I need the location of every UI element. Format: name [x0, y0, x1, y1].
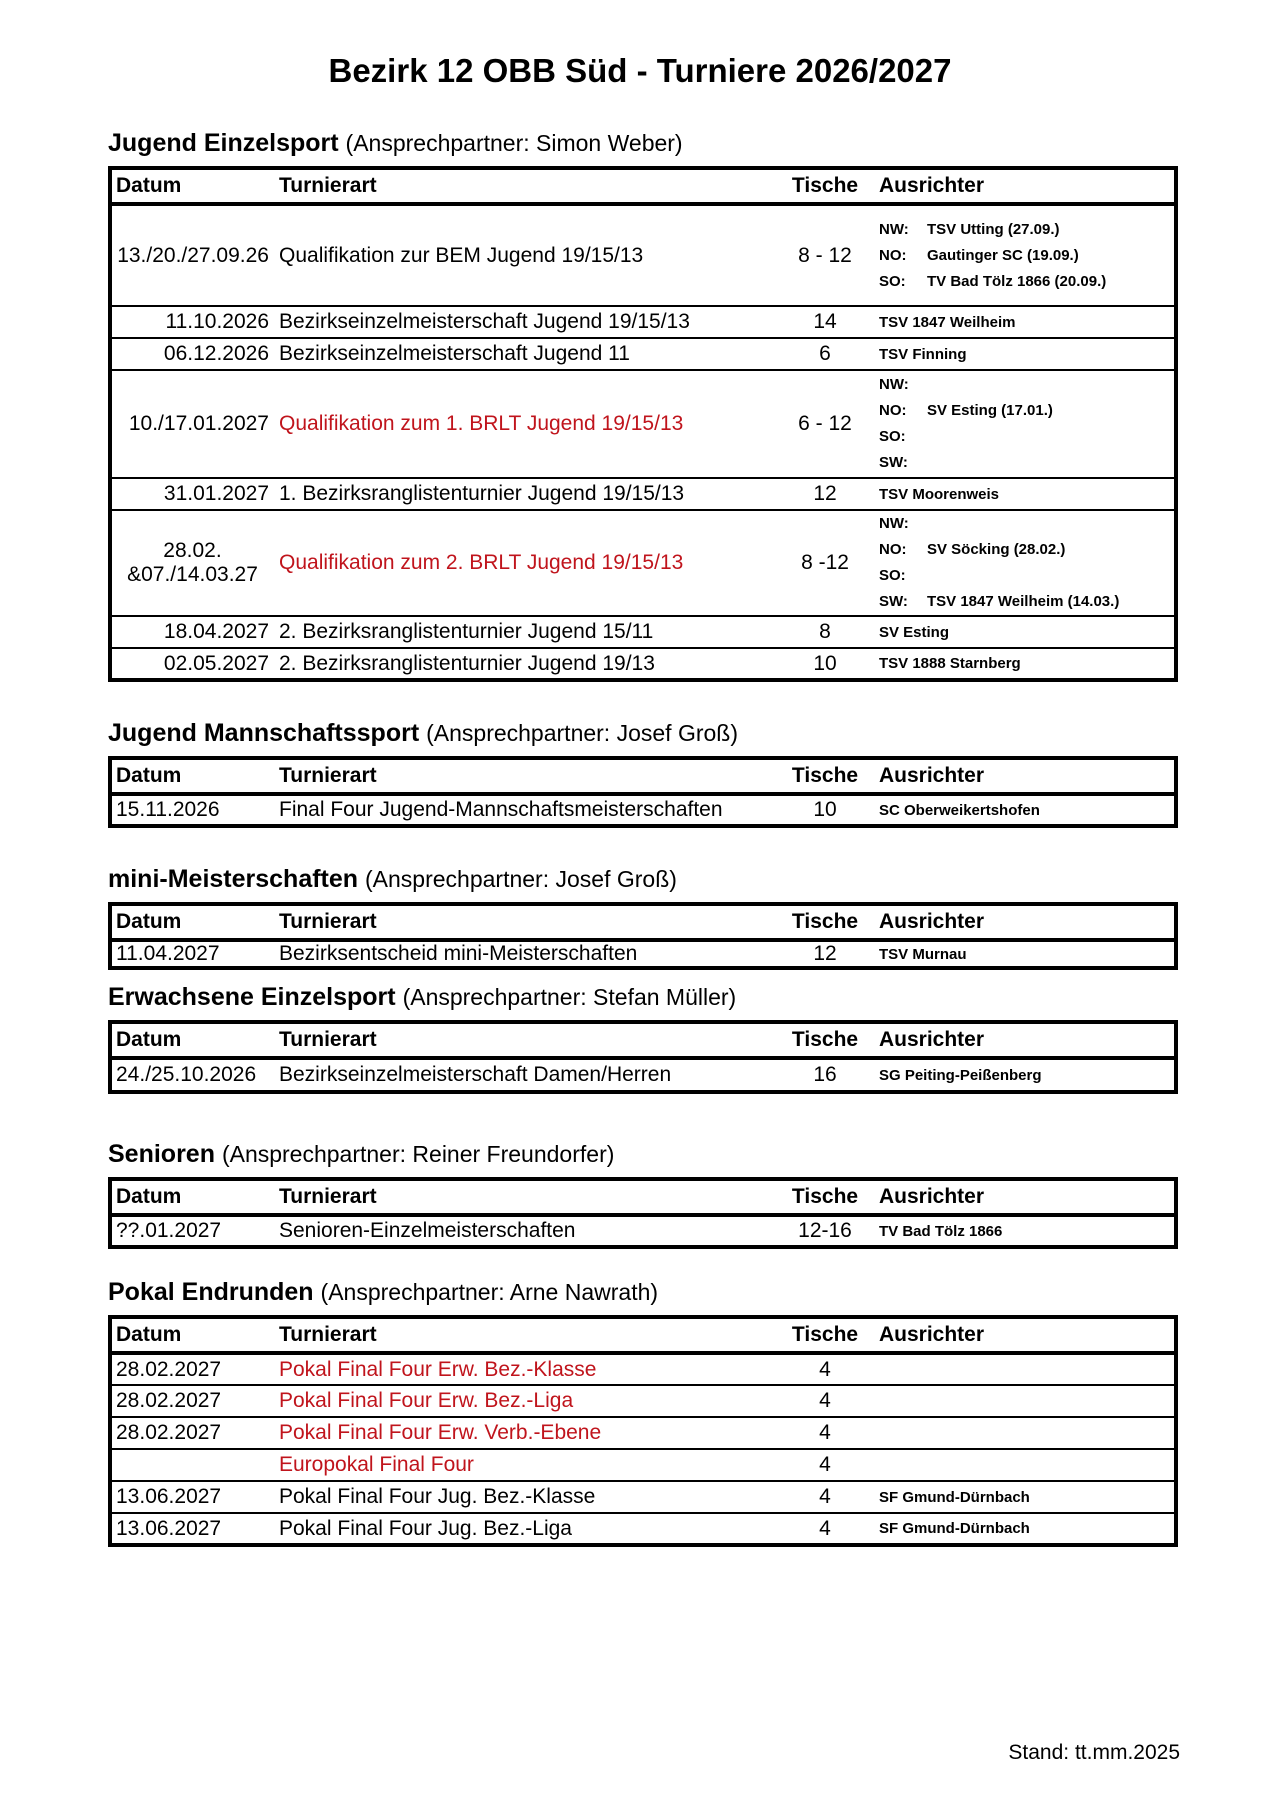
ausrichter-line — [879, 269, 1170, 295]
section-mini-meisterschaften — [108, 862, 1174, 970]
cell-date: 28.02.2027 — [116, 1389, 222, 1412]
section-contact: (Ansprechpartner: Josef Groß) — [365, 866, 677, 892]
cell-type: Bezirkseinzelmeisterschaft Damen/Herren — [279, 1063, 672, 1086]
cell-ausrichter: SC Oberweikertshofen — [879, 801, 1040, 819]
region-label: SW: — [879, 593, 908, 610]
cell-tische: 4 — [819, 1421, 831, 1444]
cell-ausrichter — [875, 510, 1176, 616]
region-label: NW: — [879, 376, 909, 393]
table-row — [110, 616, 1176, 648]
header-tische: Tische — [791, 174, 859, 197]
cell-date: 24./25.10.2026 — [116, 1063, 257, 1086]
table-header-row — [110, 1022, 1176, 1058]
section-heading — [108, 980, 1174, 1014]
section-contact: (Ansprechpartner: Reiner Freundorfer) — [221, 1141, 615, 1167]
region-label: NW: — [879, 515, 909, 532]
cell-date: 28.02.2027 — [116, 1421, 222, 1444]
header-tische: Tische — [791, 1185, 859, 1208]
cell-ausrichter — [875, 370, 1176, 478]
section-name: Jugend Einzelsport — [108, 129, 339, 157]
cell-ausrichter: SF Gmund-Dürnbach — [879, 1488, 1030, 1506]
header-turnierart: Turnierart — [279, 910, 377, 933]
section-heading — [108, 862, 1174, 896]
cell-date — [110, 510, 275, 616]
region-label: NW: — [879, 220, 909, 238]
section-heading — [108, 126, 1174, 160]
cell-tische: 4 — [819, 1516, 831, 1540]
table-row — [110, 204, 1176, 306]
header-ausrichter: Ausrichter — [879, 1323, 985, 1346]
cell-ausrichter: TSV 1888 Starnberg — [879, 655, 1021, 672]
ausrichter-line — [879, 424, 1170, 450]
ausrichter-name: TV Bad Tölz 1866 (20.09.) — [927, 272, 1107, 290]
ausrichter-line — [879, 398, 1170, 424]
ausrichter-line — [879, 217, 1170, 243]
header-datum: Datum — [116, 174, 182, 197]
cell-date: 10./17.01.2027 — [128, 412, 269, 435]
cell-date: 02.05.2027 — [163, 651, 269, 675]
cell-ausrichter — [875, 204, 1176, 306]
region-label: NO: — [879, 246, 907, 264]
ausrichter-name: SV Söcking (28.02.) — [927, 541, 1066, 558]
table-header-row — [110, 1179, 1176, 1215]
cell-ausrichter: SV Esting — [879, 623, 950, 641]
cell-ausrichter: SF Gmund-Dürnbach — [879, 1520, 1030, 1537]
section-jugend-mannschaftssport — [108, 716, 1174, 828]
table-header-row — [110, 168, 1176, 204]
section-name: Pokal Endrunden — [108, 1278, 314, 1306]
cell-ausrichter — [875, 1449, 1176, 1481]
cell-date: 06.12.2026 — [163, 342, 269, 365]
section-contact: (Ansprechpartner: Arne Nawrath) — [320, 1279, 659, 1305]
table-row — [110, 1417, 1176, 1449]
header-ausrichter: Ausrichter — [879, 764, 985, 787]
ausrichter-line — [879, 537, 1170, 563]
ausrichter-name: Gautinger SC (19.09.) — [927, 246, 1079, 264]
cell-date — [110, 1449, 275, 1481]
section-name: Senioren — [108, 1140, 215, 1168]
section-pokal-endrunden — [108, 1275, 1174, 1547]
header-turnierart: Turnierart — [279, 1323, 377, 1346]
table-row — [110, 478, 1176, 510]
cell-type: Europokal Final Four — [279, 1453, 474, 1476]
table-row — [110, 1513, 1176, 1545]
cell-tische: 4 — [819, 1357, 831, 1381]
header-tische: Tische — [791, 910, 859, 933]
section-heading — [108, 1137, 1174, 1171]
cell-tische: 16 — [813, 1063, 837, 1086]
cell-ausrichter — [875, 1417, 1176, 1449]
cell-ausrichter — [875, 1385, 1176, 1417]
table-row — [110, 648, 1176, 680]
cell-tische: 8 — [819, 620, 831, 643]
region-label: SW: — [879, 454, 908, 471]
stand-date: Stand: tt.mm.2025 — [1008, 1741, 1180, 1764]
header-ausrichter: Ausrichter — [879, 1185, 985, 1208]
cell-type: Final Four Jugend-Mannschaftsmeisterschaften — [279, 798, 723, 821]
date-line: &07./14.03.27 — [127, 563, 258, 586]
header-tische: Tische — [791, 1323, 859, 1346]
section-contact: (Ansprechpartner: Simon Weber) — [345, 130, 683, 156]
table-row — [110, 1215, 1176, 1247]
cell-ausrichter: TSV Finning — [879, 345, 967, 363]
header-datum: Datum — [116, 910, 182, 933]
cell-tische: 4 — [819, 1485, 831, 1508]
header-ausrichter: Ausrichter — [879, 174, 985, 197]
table-header-row — [110, 1317, 1176, 1353]
header-datum: Datum — [116, 764, 182, 787]
cell-date: 11.04.2027 — [116, 942, 220, 965]
cell-tische: 12-16 — [798, 1219, 852, 1242]
cell-date: 13.06.2027 — [116, 1516, 222, 1540]
cell-type: Pokal Final Four Erw. Bez.-Liga — [279, 1389, 574, 1412]
header-ausrichter: Ausrichter — [879, 1028, 985, 1051]
cell-tische: 8 - 12 — [798, 243, 852, 267]
ausrichter-line — [879, 563, 1170, 589]
table-row — [110, 1353, 1176, 1385]
cell-type: Qualifikation zum 2. BRLT Jugend 19/15/13 — [279, 551, 684, 574]
ausrichter-line — [879, 450, 1170, 476]
cell-tische: 14 — [813, 310, 837, 333]
cell-type: 2. Bezirksranglistenturnier Jugend 15/11 — [279, 620, 654, 643]
section-heading — [108, 1275, 1174, 1309]
cell-tische: 8 -12 — [801, 551, 849, 574]
ausrichter-line — [879, 372, 1170, 398]
cell-type: Pokal Final Four Jug. Bez.-Klasse — [279, 1485, 596, 1508]
cell-date: ??.01.2027 — [116, 1219, 222, 1242]
table-row — [110, 510, 1176, 616]
table-row — [110, 306, 1176, 338]
cell-date: 15.11.2026 — [116, 798, 220, 821]
cell-tische: 4 — [819, 1453, 831, 1476]
table-row — [110, 1481, 1176, 1513]
header-ausrichter: Ausrichter — [879, 910, 985, 933]
cell-date: 28.02.2027 — [116, 1357, 222, 1381]
ausrichter-line — [879, 511, 1170, 537]
table-row — [110, 940, 1176, 968]
cell-ausrichter: TSV 1847 Weilheim — [879, 313, 1016, 331]
section-name: mini-Meisterschaften — [108, 865, 359, 893]
section-name: Erwachsene Einzelsport — [108, 983, 396, 1011]
ausrichter-line — [879, 589, 1170, 615]
section-contact: (Ansprechpartner: Stefan Müller) — [402, 984, 737, 1010]
cell-type: 1. Bezirksranglistenturnier Jugend 19/15/13 — [279, 482, 685, 505]
cell-tische: 12 — [813, 942, 837, 965]
tournament-table — [108, 1315, 1178, 1547]
cell-tische: 10 — [813, 798, 837, 821]
cell-ausrichter: TSV Moorenweis — [879, 485, 1000, 503]
header-datum: Datum — [116, 1028, 182, 1051]
cell-type: Pokal Final Four Jug. Bez.-Liga — [279, 1516, 572, 1540]
tournament-table — [108, 1020, 1178, 1094]
cell-date: 13./20./27.09.26 — [117, 243, 269, 267]
header-tische: Tische — [791, 1028, 859, 1051]
cell-type: Bezirkseinzelmeisterschaft Jugend 19/15/13 — [279, 310, 690, 333]
cell-tische: 6 - 12 — [798, 412, 852, 435]
cell-date: 31.01.2027 — [163, 482, 269, 505]
ausrichter-name: TSV Utting (27.09.) — [927, 220, 1060, 238]
cell-type: Bezirksentscheid mini-Meisterschaften — [279, 942, 638, 965]
tournament-table — [108, 166, 1178, 682]
cell-ausrichter — [875, 1353, 1176, 1385]
cell-type: Senioren-Einzelmeisterschaften — [279, 1219, 576, 1242]
table-header-row — [110, 758, 1176, 794]
header-datum: Datum — [116, 1185, 182, 1208]
header-datum: Datum — [116, 1323, 182, 1346]
cell-ausrichter: SG Peiting-Peißenberg — [879, 1066, 1042, 1084]
cell-type: 2. Bezirksranglistenturnier Jugend 19/13 — [279, 651, 655, 675]
table-row — [110, 1385, 1176, 1417]
table-header-row — [110, 904, 1176, 940]
header-turnierart: Turnierart — [279, 764, 377, 787]
cell-tische: 6 — [819, 342, 831, 365]
header-tische: Tische — [791, 764, 859, 787]
tournament-table — [108, 902, 1178, 970]
header-turnierart: Turnierart — [279, 1185, 377, 1208]
section-erwachsene-einzelsport — [108, 980, 1174, 1094]
cell-ausrichter: TV Bad Tölz 1866 — [879, 1222, 1003, 1240]
cell-type: Qualifikation zur BEM Jugend 19/15/13 — [279, 243, 644, 267]
region-label: SO: — [879, 272, 906, 290]
ausrichter-name: TSV 1847 Weilheim (14.03.) — [927, 593, 1120, 610]
section-heading — [108, 716, 1174, 750]
table-row — [110, 794, 1176, 826]
cell-ausrichter: TSV Murnau — [879, 945, 967, 963]
section-senioren — [108, 1137, 1174, 1249]
cell-date: 18.04.2027 — [163, 620, 269, 643]
ausrichter-name: SV Esting (17.01.) — [927, 402, 1053, 419]
region-label: NO: — [879, 402, 907, 419]
cell-type: Pokal Final Four Erw. Bez.-Klasse — [279, 1357, 597, 1381]
table-row — [110, 370, 1176, 478]
ausrichter-line — [879, 243, 1170, 269]
header-turnierart: Turnierart — [279, 174, 377, 197]
section-jugend-einzelsport — [108, 126, 1174, 682]
region-label: SO: — [879, 428, 906, 445]
table-row — [110, 1058, 1176, 1092]
tournament-table — [108, 1177, 1178, 1249]
section-name: Jugend Mannschaftssport — [108, 719, 420, 747]
cell-type: Qualifikation zum 1. BRLT Jugend 19/15/13 — [279, 412, 684, 435]
cell-tische: 4 — [819, 1389, 831, 1412]
date-line: 28.02. — [163, 539, 222, 562]
page-title: Bezirk 12 OBB Süd - Turniere 2026/2027 — [328, 52, 952, 89]
region-label: NO: — [879, 541, 907, 558]
cell-date: 13.06.2027 — [116, 1485, 222, 1508]
cell-type: Bezirkseinzelmeisterschaft Jugend 11 — [279, 342, 630, 365]
cell-type: Pokal Final Four Erw. Verb.-Ebene — [279, 1421, 602, 1444]
region-label: SO: — [879, 567, 906, 584]
section-contact: (Ansprechpartner: Josef Groß) — [426, 720, 739, 746]
cell-date: 11.10.2026 — [165, 310, 269, 333]
table-row — [110, 338, 1176, 370]
header-turnierart: Turnierart — [279, 1028, 377, 1051]
table-row — [110, 1449, 1176, 1481]
tournament-table — [108, 756, 1178, 828]
cell-tische: 12 — [813, 482, 837, 505]
cell-tische: 10 — [813, 651, 837, 675]
